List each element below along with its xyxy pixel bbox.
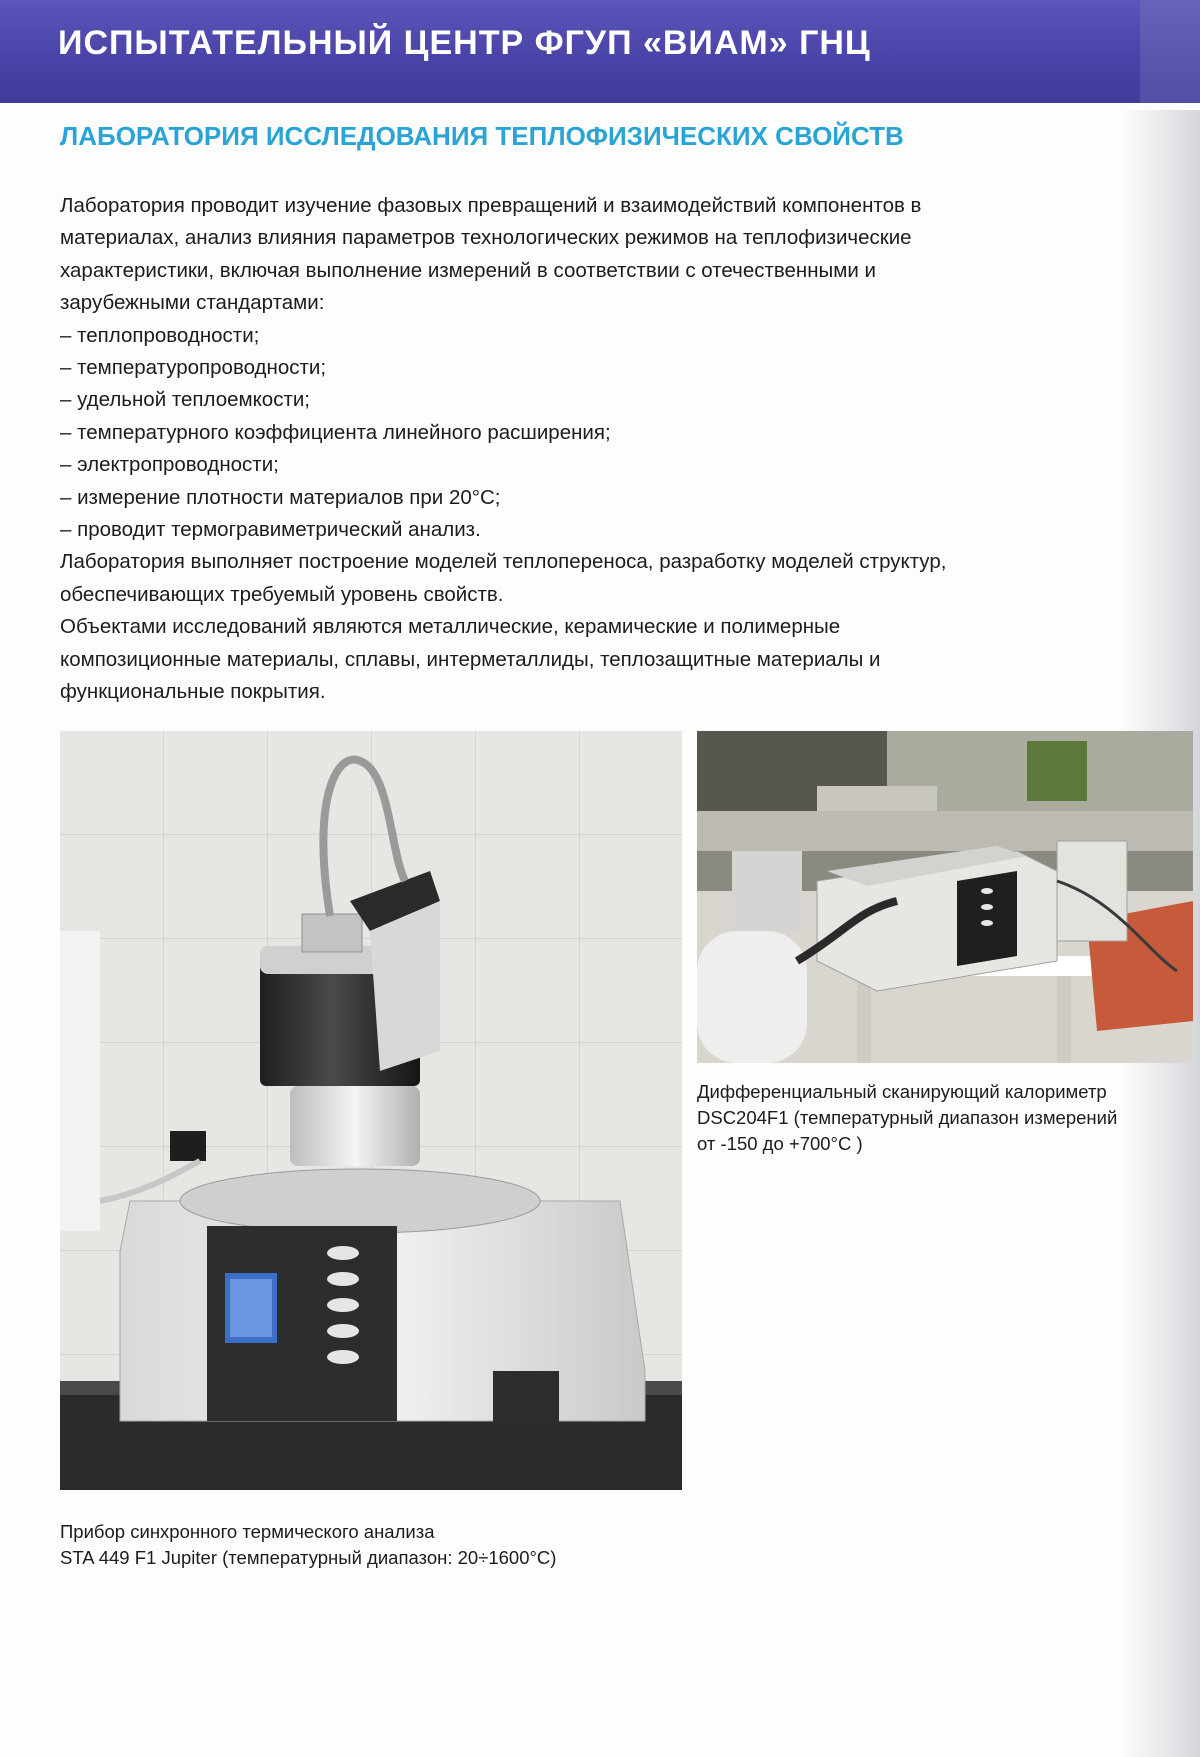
body-line: Объектами исследований являются металлические, керамические и полимерные — [60, 615, 841, 639]
body-line: Лаборатория проводит изучение фазовых превращений и взаимодействий компонентов в — [60, 194, 922, 217]
body-line: материалах, анализ влияния параметров технологических режимов на теплофизические — [60, 226, 912, 250]
body-list-item: – температуропроводности; — [60, 356, 327, 380]
body-list-item: – проводит термогравиметрический анализ. — [60, 518, 481, 542]
body-line: характеристики, включая выполнение измерений в соответствии с отечественными и — [60, 258, 876, 282]
dsc-calorimeter-illustration — [697, 731, 1193, 1063]
body-line: зарубежными стандартами: — [60, 291, 325, 315]
caption-line: Прибор синхронного термического анализа — [60, 1521, 435, 1542]
caption-line: STA 449 F1 Jupiter (температурный диапазон: 20÷1600°С) — [60, 1547, 557, 1568]
body-list-item: – теплопроводности; — [60, 323, 260, 347]
body-line: композиционные материалы, сплавы, интерметаллиды, теплозащитные материалы и — [60, 647, 881, 671]
body-list-item: – температурного коэффициента линейного расширения; — [60, 420, 611, 444]
body-line: функциональные покрытия. — [60, 680, 326, 704]
sta-instrument-illustration — [60, 731, 682, 1490]
dsc-calorimeter-photo — [697, 731, 1193, 1063]
body-text — [60, 190, 1100, 709]
body-list-item: – электропроводности; — [60, 453, 279, 477]
section-title: ЛАБОРАТОРИЯ ИССЛЕДОВАНИЯ ТЕПЛОФИЗИЧЕСКИХ СВОЙСТВ — [60, 121, 904, 151]
body-list-item: – удельной теплоемкости; — [60, 388, 310, 412]
sta-caption — [60, 1519, 556, 1571]
dsc-caption — [697, 1079, 1117, 1157]
header-title: ИСПЫТАТЕЛЬНЫЙ ЦЕНТР ФГУП «ВИАМ» ГНЦ — [58, 24, 871, 62]
sta-instrument-photo — [60, 731, 682, 1490]
caption-line: DSC204F1 (температурный диапазон измерений — [697, 1107, 1118, 1128]
body-line: обеспечивающих требуемый уровень свойств. — [60, 582, 504, 606]
caption-line: от -150 до +700°С ) — [697, 1133, 863, 1154]
body-list-item: – измерение плотности материалов при 20°С; — [60, 485, 501, 509]
caption-line: Дифференциальный сканирующий калориметр — [697, 1081, 1107, 1102]
next-page-header-bleed — [1140, 0, 1200, 103]
header-band — [0, 0, 1200, 103]
body-line: Лаборатория выполняет построение моделей теплопереноса, разработку моделей структур, — [60, 550, 947, 574]
